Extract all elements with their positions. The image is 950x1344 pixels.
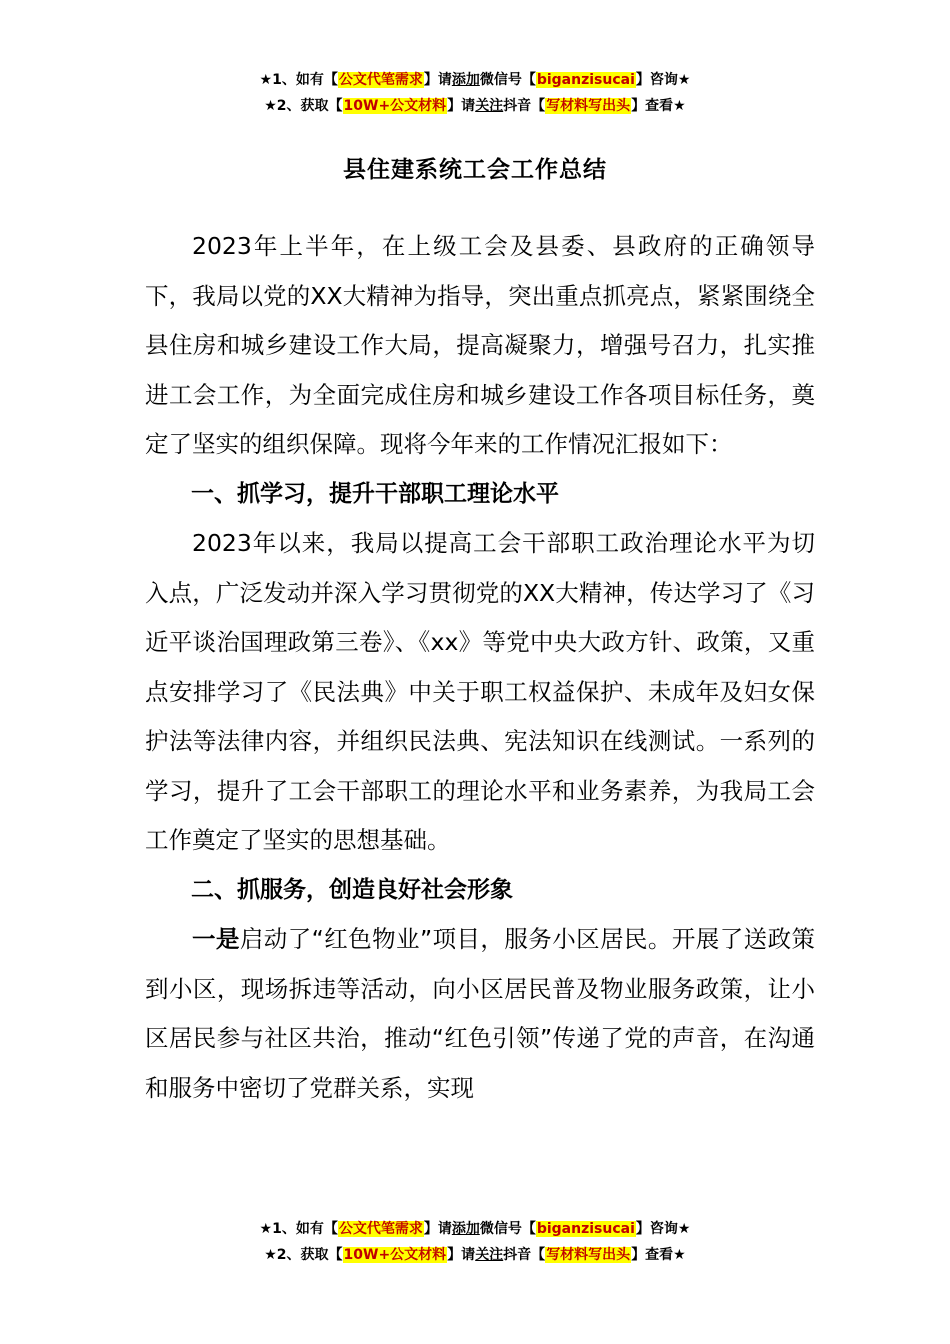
highlight-douyin-id: 写材料写出头 — [546, 1247, 631, 1263]
promo-line-2: ★2、获取【10W+公文材料】请关注抖音【写材料写出头】查看★ — [264, 1247, 686, 1263]
promo-banner-top — [0, 67, 950, 119]
document-body — [145, 222, 815, 1113]
highlight-materials: 10W+公文材料 — [343, 1247, 447, 1263]
promo-banner-bottom — [0, 1216, 950, 1268]
highlight-wechat-id: biganzisucai — [536, 72, 635, 88]
paragraph-lead: 一是 — [192, 925, 240, 953]
section-2-paragraph: 一是启动了“红色物业”项目，服务小区居民。开展了送政策到小区，现场拆违等活动，向小区居民普及物业服务政策，让小区居民参与社区共治，推动“红色引领”传递了党的声音，在沟通和服务中密切了党群关系，实现 — [145, 925, 815, 1102]
highlight-materials: 10W+公文材料 — [343, 98, 447, 114]
promo-line-1: ★1、如有【公文代笔需求】请添加微信号【biganzisucai】咨询★ — [259, 1221, 691, 1237]
promo-line-2: ★2、获取【10W+公文材料】请关注抖音【写材料写出头】查看★ — [264, 98, 686, 114]
page-title: 县住建系统工会工作总结 — [343, 157, 607, 183]
promo-line-1: ★1、如有【公文代笔需求】请添加微信号【biganzisucai】咨询★ — [259, 72, 691, 88]
highlight-service: 公文代笔需求 — [338, 72, 423, 88]
section-heading-1: 一、抓学习，提升干部职工理论水平 — [191, 480, 559, 507]
highlight-douyin-id: 写材料写出头 — [546, 98, 631, 114]
section-1-paragraph: 2023年以来，我局以提高工会干部职工政治理论水平为切入点，广泛发动并深入学习贯彻党的XX大精神，传达学习了《习近平谈治国理政第三卷》、《xx》等党中央大政方针、政策，又重点安排学习了《民法典》中关于职工权益保护、未成年及妇女保护法等法律内容，并组织民法典、宪法知识在线测试。一系列的学习，提升了工会干部职工的理论水平和业务素养，为我局工会工作奠定了坚实的思想基础。 — [145, 529, 815, 854]
section-heading-2: 二、抓服务，创造良好社会形象 — [191, 876, 513, 903]
highlight-service: 公文代笔需求 — [338, 1221, 423, 1237]
highlight-wechat-id: biganzisucai — [536, 1221, 635, 1237]
intro-paragraph: 2023年上半年，在上级工会及县委、县政府的正确领导下，我局以党的XX大精神为指导，突出重点抓亮点，紧紧围绕全县住房和城乡建设工作大局，提高凝聚力，增强号召力，扎实推进工会工作，为全面完成住房和城乡建设工作各项目标任务，奠定了坚实的组织保障。现将今年来的工作情况汇报如下： — [145, 232, 815, 458]
